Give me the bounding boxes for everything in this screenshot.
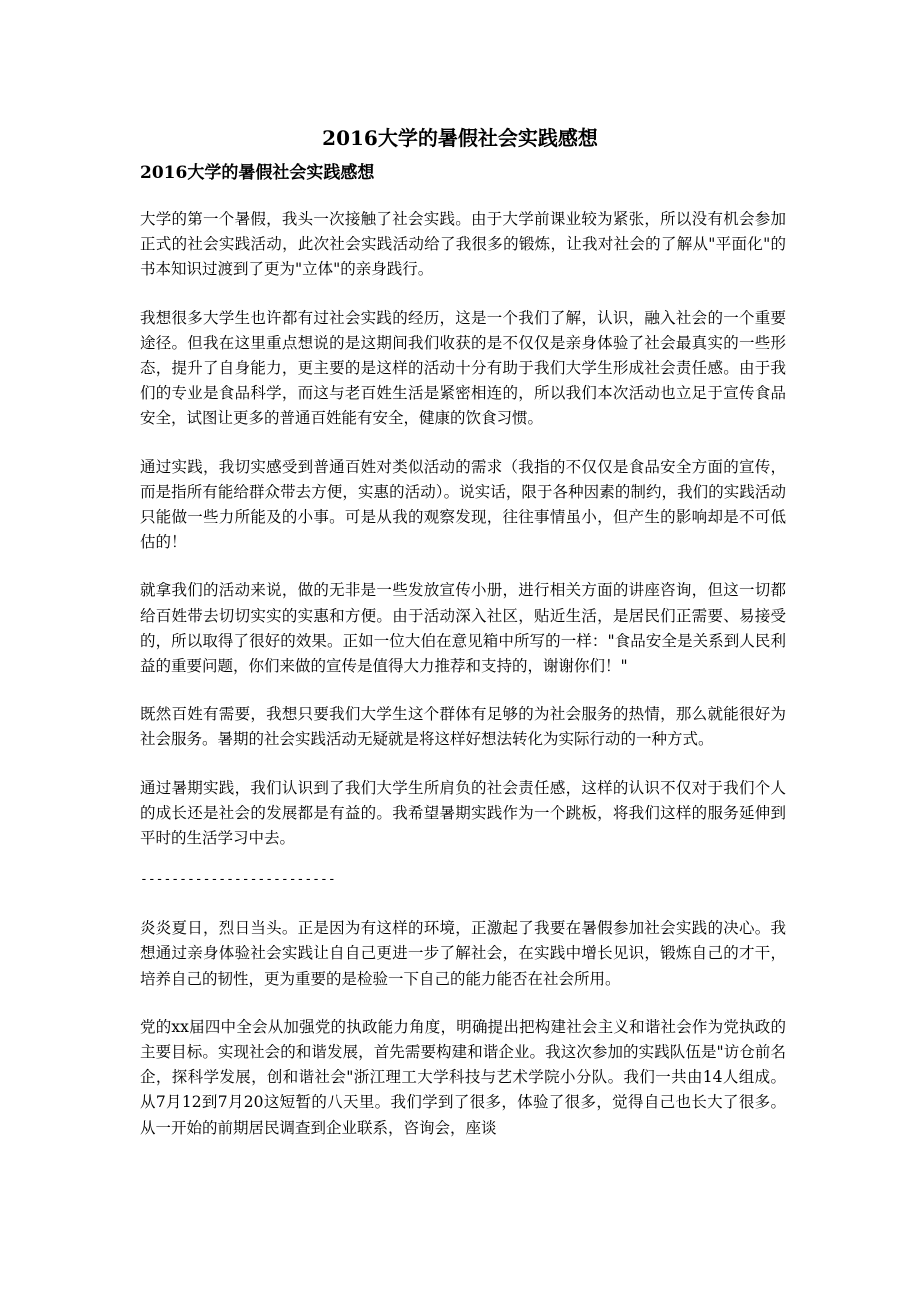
paragraph-2: 我想很多大学生也许都有过社会实践的经历，这是一个我们了解，认识，融入社会的一个重要途径。但我在这里重点想说的是这期间我们收获的是不仅仅是亲身体验了社会最真实的一些形态，提升了自身能力，更主要的是这样的活动十分有助于我们大学生形成社会责任感。由于我们的专业是食品科学，而这与老百姓生活是紧密相连的，所以我们本次活动也立足于宣传食品安全，试图让更多的普通百姓能有安全，健康的饮食习惯。 <box>140 308 786 428</box>
paragraph-3: 通过实践，我切实感受到普通百姓对类似活动的需求（我指的不仅仅是食品安全方面的宣传，而是指所有能给群众带去方便，实惠的活动）。说实话，限于各种因素的制约，我们的实践活动只能做一些力所能及的小事。可是从我的观察发现，往往事情虽小，但产生的影响却是不可低估的！ <box>140 457 786 552</box>
paragraph-4: 就拿我们的活动来说，做的无非是一些发放宣传小册，进行相关方面的讲座咨询，但这一切都给百姓带去切切实实的实惠和方便。由于活动深入社区，贴近生活，是居民们正需要、易接受的，所以取得了很好的效果。正如一位大伯在意见箱中所写的一样："食品安全是关系到人民利益的重要问题，你们来做的宣传是值得大力推荐和支持的，谢谢你们！" <box>140 581 786 676</box>
paragraph-7: 炎炎夏日，烈日当头。正是因为有这样的环境，正激起了我要在暑假参加社会实践的决心。我想通过亲身体验社会实践让自自己更进一步了解社会，在实践中增长见识，锻炼自己的才干，培养自己的韧性，更为重要的是检验一下自己的能力能否在社会所用。 <box>140 919 786 988</box>
paragraph-6: 通过暑期实践，我们认识到了我们大学生所肩负的社会责任感，这样的认识不仅对于我们个人的成长还是社会的发展都是有益的。我希望暑期实践作为一个跳板，将我们这样的服务延伸到平时的生活学习中去。 <box>140 778 786 848</box>
section-divider: ------------------------- <box>140 872 336 888</box>
paragraph-1: 大学的第一个暑假，我头一次接触了社会实践。由于大学前课业较为紧张，所以没有机会参加正式的社会实践活动，此次社会实践活动给了我很多的锻炼，让我对社会的了解从"平面化"的书本知识过渡到了更为"立体"的亲身践行。 <box>140 210 786 279</box>
document-title: 2016大学的暑假社会实践感想 <box>322 126 598 150</box>
document-subtitle: 2016大学的暑假社会实践感想 <box>140 163 375 183</box>
paragraph-8: 党的xx届四中全会从加强党的执政能力角度，明确提出把构建社会主义和谐社会作为党执政的主要目标。实现社会的和谐发展，首先需要构建和谐企业。我这次参加的实践队伍是"访仓前名企，探科学发展，创和谐社会"浙江理工大学科技与艺术学院小分队。我们一共由14人组成。从7月12到7月20这短暂的八天里。我们学到了很多，体验了很多，觉得自己也长大了很多。从一开始的前期居民调查到企业联系，咨询会，座谈 <box>140 1017 786 1137</box>
paragraph-5: 既然百姓有需要，我想只要我们大学生这个群体有足够的为社会服务的热情，那么就能很好为社会服务。暑期的社会实践活动无疑就是将这样好想法转化为实际行动的一种方式。 <box>140 705 786 749</box>
document-body <box>140 207 786 1164</box>
